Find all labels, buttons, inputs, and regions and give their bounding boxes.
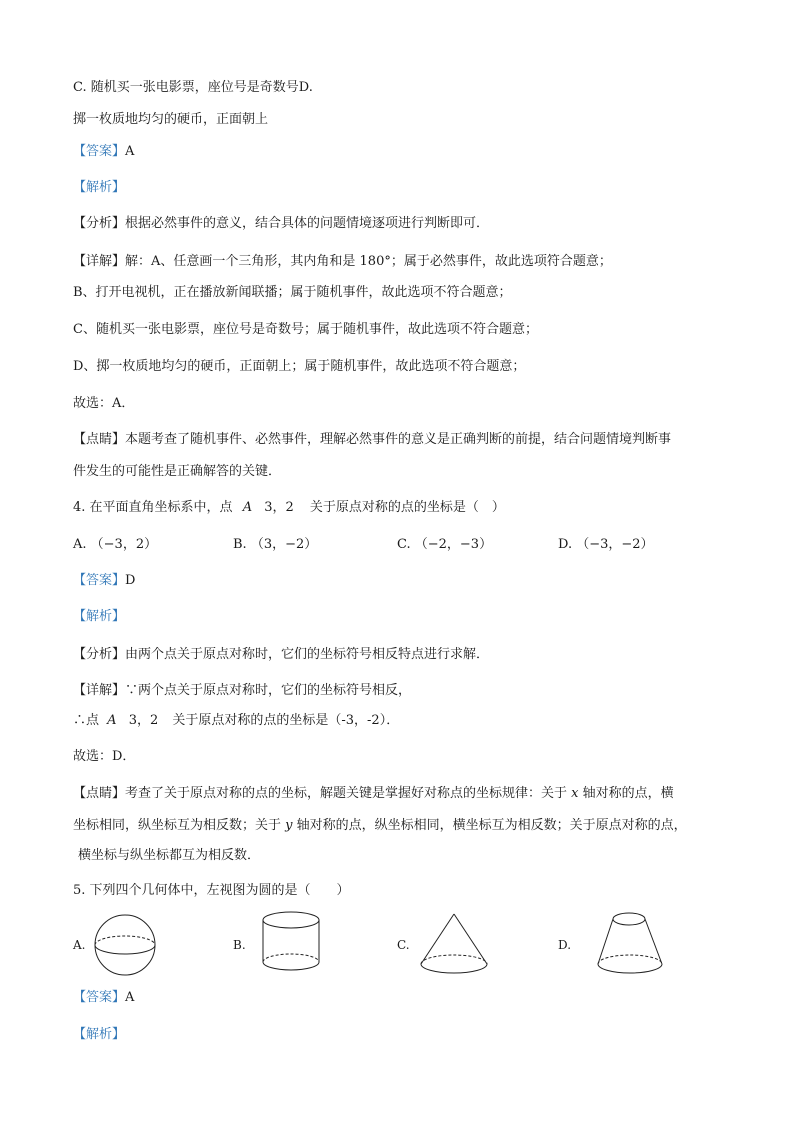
detail-text: ∵两个点关于原点对称时，它们的坐标符号相反， [125,683,412,698]
detail-3-line-4: D、掷一枚质地均匀的硬币，正面朝上；属于随机事件，故此选项不符合题意； [73,359,526,374]
figure-b-label: B. [233,938,246,952]
analysis-4 [73,609,125,625]
point-a: A [242,500,253,515]
option-c-line: C. 随机买一张电影票，座位号是奇数号D. [73,80,313,95]
comment-3-line-1 [73,432,671,448]
answer-value: A [125,144,135,159]
detail-4-line-1 [73,683,411,699]
question-4 [73,500,505,516]
detail-text: 解：A、任意画一个三角形，其内角和是 180°；属于必然事件，故此选项符合题意； [125,254,612,269]
answer-tag: 【答案】 [73,990,126,1005]
comment-text: 坐标相同，纵坐标互为相反数；关于 [73,818,282,833]
detail-3-line-2: B、打开电视机，正在播放新闻联播；属于随机事件，故此选项不符合题意； [73,285,512,300]
question-4-pre: 4. 在平面直角坐标系中，点 [73,500,233,515]
detail-4-line-2 [73,713,399,729]
figure-d-label: D. [558,938,572,952]
option-d-line: 掷一枚质地均匀的硬币，正面朝上 [73,112,269,127]
analysis-5 [73,1027,125,1043]
fenxi-3 [73,216,489,232]
fenxi-tag: 【分析】 [73,216,126,231]
question-4-option-d: D. （−3，−2） [558,537,654,552]
fenxi-4 [73,647,489,663]
question-5: 5. 下列四个几何体中，左视图为圆的是（ ） [73,883,350,898]
comment-4-line-1 [73,786,674,802]
comment-text-cont: 轴对称的点，横 [582,786,674,801]
detail-tag: 【详解】 [73,683,126,698]
point-a: A [107,713,117,728]
answer-value: D [125,573,136,588]
sphere-figure [94,912,164,982]
analysis-tag: 【解析】 [73,1027,126,1042]
var-y: y [285,818,293,833]
cone-figure [419,912,489,976]
answer-value: A [125,990,135,1005]
fenxi-tag: 【分析】 [73,647,126,662]
question-4-post: 关于原点对称的点的坐标是（ ） [309,500,505,515]
question-4-option-b: B. （3，−2） [233,537,318,552]
point-coordinates: 3，2 [264,500,294,515]
analysis-tag: 【解析】 [73,180,126,195]
point-coordinates: 3，2 [128,713,159,728]
figure-c-label: C. [397,938,410,952]
comment-text-cont: 轴对称的点，纵坐标相同，横坐标互为相反数；关于原点对称的点， [296,818,687,833]
answer-5 [73,990,134,1006]
comment-4-line-3: 横坐标与纵坐标都互为相反数． [78,848,261,863]
detail-tag: 【详解】 [73,254,126,269]
analysis-3 [73,180,125,196]
frustum-figure [596,910,666,976]
answer-tag: 【答案】 [73,573,126,588]
comment-tag: 【点睛】 [73,786,126,801]
comment-tag: 【点睛】 [73,432,126,447]
cylinder-figure [261,910,325,974]
answer-4 [73,573,135,589]
comment-text: 考查了关于原点对称的点的坐标，解题关键是掌握好对称点的坐标规律：关于 [125,786,568,801]
figure-a-label: A. [73,938,86,952]
selection-4: 故选：D． [73,749,136,764]
question-4-option-c: C. （−2，−3） [397,537,493,552]
fenxi-text: 根据必然事件的意义，结合具体的问题情境逐项进行判断即可． [125,216,490,231]
analysis-tag: 【解析】 [73,609,126,624]
answer-tag: 【答案】 [73,144,126,159]
detail-4-line-2-post: 关于原点对称的点的坐标是（-3，-2）． [172,713,400,728]
therefore-point: ∴点 [73,713,100,728]
comment-4-line-2 [73,818,687,834]
question-4-option-a: A. （−3，2） [73,537,158,552]
comment-text: 本题考查了随机事件、必然事件，理解必然事件的意义是正确判断的前提，结合问题情境判断事 [125,432,672,447]
var-x: x [571,786,579,801]
comment-3-line-2: 件发生的可能性是正确解答的关键． [73,464,282,479]
fenxi-text: 由两个点关于原点对称时，它们的坐标符号相反特点进行求解． [125,647,490,662]
detail-3-line-1 [73,254,612,270]
answer-3 [73,144,134,160]
selection-3: 故选：A． [73,396,135,411]
detail-3-line-3: C、随机买一张电影票，座位号是奇数号；属于随机事件，故此选项不符合题意； [73,322,538,337]
